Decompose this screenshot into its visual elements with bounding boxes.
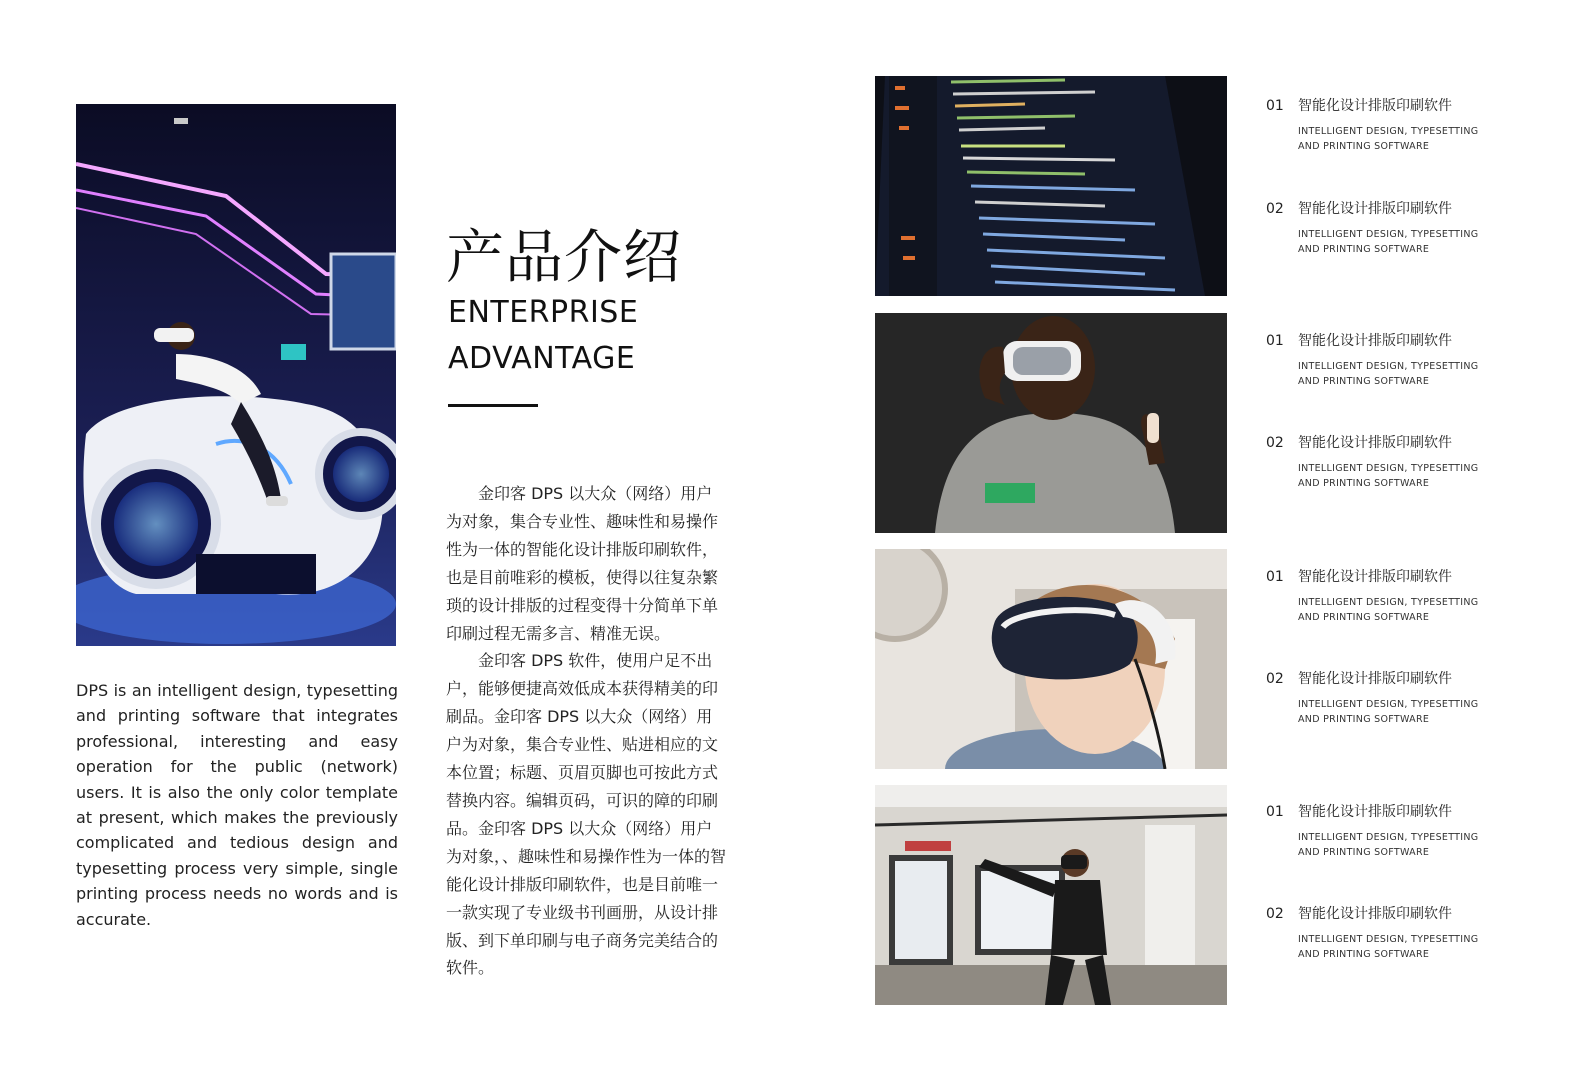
cn-paragraph-1: 金印客 DPS 以大众（网络）用户为对象，集合专业性、趣味性和易操作性为一体的智能化设计排版印刷软件，也是目前唯彩的模板，使得以往复杂繁琐的设计排版的过程变得十分简单下单印刷过程无需多言、精准无误。: [446, 484, 719, 643]
feature-subtitle: INTELLIGENT DESIGN, TYPESETTING AND PRINTING SOFTWARE: [1298, 832, 1479, 858]
feature-title: 智能化设计排版印刷软件: [1298, 435, 1452, 451]
photo-child-vr-headset: [875, 549, 1227, 769]
photo-boy-vr-headset: [875, 313, 1227, 533]
feature-number: 01: [1266, 98, 1284, 114]
feature-number: 01: [1266, 569, 1284, 585]
feature-title: 智能化设计排版印刷软件: [1298, 804, 1452, 820]
feature-item: [1266, 96, 1566, 154]
feature-subtitle: INTELLIGENT DESIGN, TYPESETTING AND PRINTING SOFTWARE: [1298, 361, 1479, 387]
title-en-line2: ADVANTAGE: [448, 341, 636, 376]
feature-subtitle: INTELLIGENT DESIGN, TYPESETTING AND PRINTING SOFTWARE: [1298, 463, 1479, 489]
chinese-description: [446, 480, 726, 982]
feature-subtitle: INTELLIGENT DESIGN, TYPESETTING AND PRINTING SOFTWARE: [1298, 699, 1479, 725]
feature-number: 01: [1266, 804, 1284, 820]
page-title-cn: 产品介绍: [446, 223, 683, 291]
feature-item: [1266, 802, 1566, 860]
feature-item: [1266, 433, 1566, 491]
feature-item: [1266, 904, 1566, 962]
feature-title: 智能化设计排版印刷软件: [1298, 671, 1452, 687]
english-description: DPS is an intelligent design, typesetting and printing software that integrates professional, interesting and easy operation for the public (network) users. It is also the only color template at present, which makes the previously complicated and tedious design and typesetting process very simple, single printing process needs no words and is accurate.: [76, 681, 398, 929]
title-divider: [448, 404, 538, 407]
feature-subtitle: INTELLIGENT DESIGN, TYPESETTING AND PRINTING SOFTWARE: [1298, 229, 1479, 255]
photo-man-vr-boxing: [875, 785, 1227, 1005]
feature-title: 智能化设计排版印刷软件: [1298, 569, 1452, 585]
page-title-en: [448, 290, 638, 382]
feature-subtitle: INTELLIGENT DESIGN, TYPESETTING AND PRINTING SOFTWARE: [1298, 126, 1479, 152]
feature-number: 02: [1266, 435, 1284, 451]
feature-title: 智能化设计排版印刷软件: [1298, 201, 1452, 217]
photo-code-screen: [875, 76, 1227, 296]
feature-title: 智能化设计排版印刷软件: [1298, 333, 1452, 349]
feature-subtitle: INTELLIGENT DESIGN, TYPESETTING AND PRINTING SOFTWARE: [1298, 597, 1479, 623]
feature-title: 智能化设计排版印刷软件: [1298, 98, 1452, 114]
feature-item: [1266, 331, 1566, 389]
title-en-line1: ENTERPRISE: [448, 295, 639, 330]
feature-number: 02: [1266, 671, 1284, 687]
feature-number: 02: [1266, 906, 1284, 922]
hero-photo-vr-motorcycle: [76, 104, 396, 646]
feature-item: [1266, 669, 1566, 727]
feature-number: 02: [1266, 201, 1284, 217]
feature-item: [1266, 567, 1566, 625]
feature-subtitle: INTELLIGENT DESIGN, TYPESETTING AND PRINTING SOFTWARE: [1298, 934, 1479, 960]
feature-title: 智能化设计排版印刷软件: [1298, 906, 1452, 922]
feature-number: 01: [1266, 333, 1284, 349]
cn-paragraph-2: 金印客 DPS 软件，使用户足不出户，能够便捷高效低成本获得精美的印刷品。金印客 DPS 以大众（网络）用户为对象，集合专业性、贴进相应的文本位置；标题、页眉页脚也可按此方式替换内容。编辑页码，可识的障的印刷品。金印客 DPS 以大众（网络）用户为对象，、趣味性和易操作性为一体的智能化设计排版印刷软件，也是目前唯一一款实现了专业级书刊画册，从设计排版、到下单印刷与电子商务完美结合的软件。: [446, 651, 727, 978]
feature-item: [1266, 199, 1566, 257]
